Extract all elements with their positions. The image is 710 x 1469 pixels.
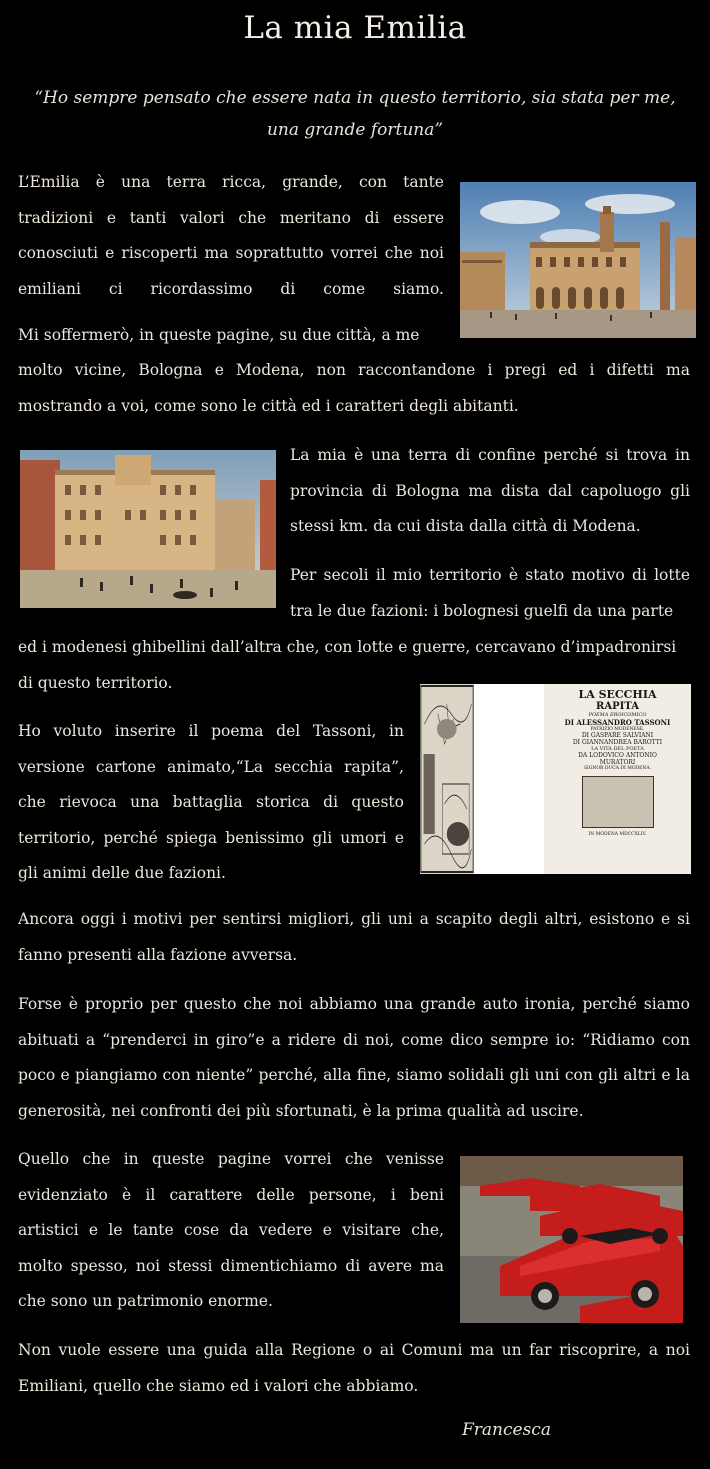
book-line-g: SIGNOR DUCA DI MODENA. [583, 766, 652, 771]
intro-quote: “Ho sempre pensato che essere nata in questo territorio, sia stata per me, una grande fortuna” [34, 88, 676, 140]
book-line-b: DI GASPARE SALVIANI [581, 732, 654, 739]
modena-palace-painting [20, 450, 276, 608]
book-title-line2: RAPITA [596, 701, 639, 712]
paragraph-irony: Forse è proprio per questo che noi abbiamo una grande auto ironia, perché siamo abituati a “prenderci in giro”e a ridere di noi, come dico sempre io: “Ridiamo con poco e piangiamo con niente” perché, alla fine, siamo solidali gli uni con gli altri e la generosità, nei confronti dei più sfortunati, è la prima qualità ad uscire. [18, 995, 690, 1120]
book-title-page [544, 684, 691, 874]
paragraph-today: Ancora oggi i motivi per sentirsi migliori, gli uni a scapito degli altri, esistono e si fanno presenti alla fazione avversa. [18, 910, 690, 964]
paragraph-cities-line: Mi soffermerò, in queste pagine, su due città, a me [18, 326, 420, 344]
paragraph-closing: Non vuole essere una guida alla Regione o ai Comuni ma un far riscoprire, a noi Emiliani, quello che siamo ed i valori che abbiamo. [18, 1341, 690, 1395]
red-sports-cars-photo [460, 1156, 683, 1323]
book-vignette [582, 776, 654, 828]
paragraph-border: La mia è una terra di confine perché si trova in provincia di Bologna ma dista dal capoluogo gli stessi km. da cui dista dalla città di Modena. [290, 446, 690, 535]
paragraph-factions: ed i modenesi ghibellini dall’altra che, con lotte e guerre, cercavano d’impadronirsi di questo territorio. [18, 638, 677, 692]
paragraph-factions-line: Per secoli il mio territorio è stato motivo di lotte tra le due fazioni: i bolognesi guelfi da una parte [290, 566, 690, 620]
secchia-rapita-book [420, 684, 691, 874]
paragraph-intro: L’Emilia è una terra ricca, grande, con tante tradizioni e tanti valori che meritano di essere conosciuti e riscoperti ma soprattutto vorrei che noi emiliani ci ricordassimo di come siamo. [18, 173, 444, 298]
paragraph-heritage: Quello che in queste pagine vorrei che venisse evidenziato è il carattere delle persone, i beni artistici e le tante cose da vedere e visitare che, molto spesso, noi stessi dimentichiamo di avere ma che sono un patrimonio enorme. [18, 1150, 444, 1310]
book-title-line1: LA SECCHIA [578, 688, 657, 701]
book-line-a: PATRIZIO MODENESE, [590, 727, 645, 732]
book-author: DI ALESSANDRO TASSONI [564, 718, 671, 727]
book-line-e: DA LODOVICO ANTONIO [578, 752, 657, 759]
page-title: La mia Emilia [243, 10, 467, 46]
book-line-d: LA VITA DEL POETA [591, 746, 644, 752]
book-imprint: IN MODENA MDCCXLIV. [588, 832, 647, 837]
signature: Francesca [462, 1420, 551, 1440]
book-subtitle: POEMA EROICOMICO [588, 712, 647, 718]
bologna-square-painting [460, 182, 696, 338]
paragraph-cities: molto vicine, Bologna e Modena, non raccontandone i pregi ed i difetti ma mostrando a voi, come sono le città ed i caratteri degli abitanti. [18, 361, 690, 415]
book-line-f: MURATORI [599, 759, 636, 766]
paragraph-tassoni: Ho voluto inserire il poema del Tassoni, in versione cartone animato,“La secchia rapita”, che rievoca una battaglia storica di questo territorio, perché spiega benissimo gli umori e gli animi delle due fazioni. [18, 722, 404, 882]
book-line-c: DI GIANNANDREA BAROTTI [572, 739, 663, 746]
